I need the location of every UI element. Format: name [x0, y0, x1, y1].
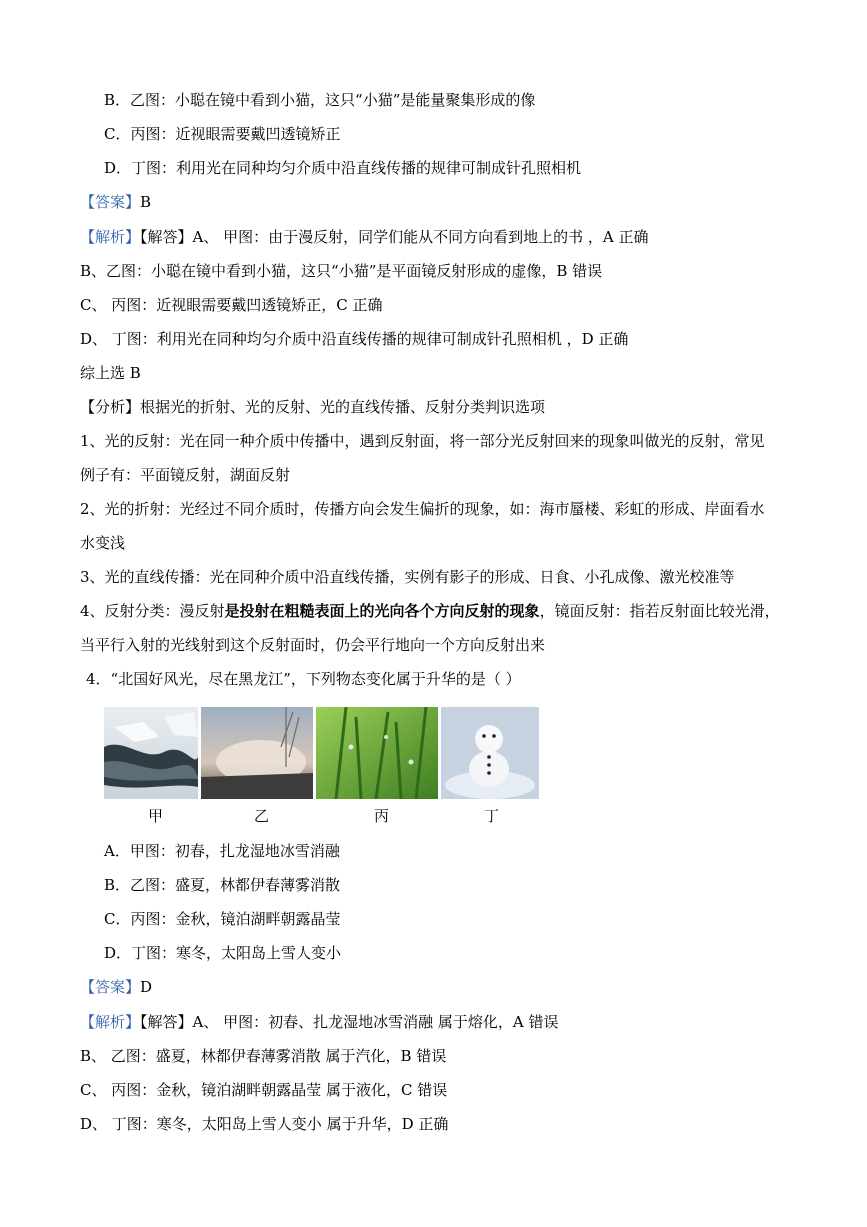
q3-option-d: D．丁图：利用光在同种均匀介质中沿直线传播的规律可制成针孔照相机	[104, 159, 582, 177]
caption-jia: 甲	[148, 807, 164, 825]
q3-point-3: 3、光的直线传播：光在同种介质中沿直线传播，实例有影子的形成、日食、小孔成像、激光校准等	[80, 568, 735, 586]
q3-analysis-b: B、乙图：小聪在镜中看到小猫，这只“小猫”是平面镜反射形成的虚像，B 错误	[80, 262, 603, 280]
photo-bing-dew-grass	[316, 707, 438, 799]
q4-analysis-b: B、 乙图：盛夏，林都伊春薄雾消散 属于汽化，B 错误	[80, 1047, 447, 1065]
q3-option-b: B．乙图：小聪在镜中看到小猫，这只“小猫”是能量聚集形成的像	[104, 91, 536, 109]
caption-ding: 丁	[484, 807, 500, 825]
p4-pre: 4、反射分类：漫反射	[80, 602, 225, 620]
q4-option-b: B．乙图：盛夏，林都伊春薄雾消散	[104, 876, 341, 894]
q3-point-2b: 水变浅	[80, 534, 126, 552]
answer-tag: 【答案】	[80, 978, 141, 996]
answer-tag: 【答案】	[80, 193, 141, 211]
q4-image-row	[104, 707, 539, 799]
caption-bing: 丙	[374, 807, 390, 825]
q3-answer-line	[80, 192, 151, 212]
p4-bold: 是投射在粗糙表面上的光向各个方向反射的现象	[224, 602, 540, 620]
q4-analysis-a-text: 【解答】A、 甲图：初春、扎龙湿地冰雪消融 属于熔化，A 错误	[140, 1013, 559, 1031]
q4-analysis-a	[80, 1012, 559, 1032]
q3-fenxi: 【分析】根据光的折射、光的反射、光的直线传播、反射分类判识选项	[80, 398, 546, 416]
analysis-tag: 【解析】	[80, 1013, 141, 1031]
q3-analysis-d: D、 丁图：利用光在同种均匀介质中沿直线传播的规律可制成针孔照相机 ，D 正确	[80, 330, 629, 348]
q3-analysis-a-text: 【解答】A、 甲图：由于漫反射，同学们能从不同方向看到地上的书 ，A 正确	[140, 228, 649, 246]
q4-option-a: A．甲图：初春，扎龙湿地冰雪消融	[104, 842, 340, 860]
photo-ding-snowman	[441, 707, 539, 799]
q3-answer: B	[140, 193, 152, 211]
p4-post: ，镜面反射：指若反射面比较光滑，	[539, 602, 780, 620]
q4-option-c: C．丙图：金秋，镜泊湖畔朝露晶莹	[104, 910, 341, 928]
photo-jia-ice-melting	[104, 707, 198, 799]
q3-summary: 综上选 B	[80, 364, 141, 382]
q4-answer: D	[140, 978, 153, 996]
photo-yi-mist	[201, 707, 313, 799]
analysis-tag: 【解析】	[80, 228, 141, 246]
q4-option-d: D．丁图：寒冬，太阳岛上雪人变小	[104, 944, 342, 962]
q3-point-4a	[80, 601, 780, 621]
q3-point-1b: 例子有：平面镜反射，湖面反射	[80, 466, 291, 484]
caption-yi: 乙	[254, 807, 270, 825]
q3-point-1a: 1、光的反射：光在同一种介质中传播中，遇到反射面，将一部分光反射回来的现象叫做光的反射，常见	[80, 432, 765, 450]
q3-option-c: C．丙图：近视眼需要戴凹透镜矫正	[104, 125, 341, 143]
q4-answer-line	[80, 977, 152, 997]
q4-analysis-d: D、 丁图：寒冬，太阳岛上雪人变小 属于升华，D 正确	[80, 1115, 449, 1133]
q3-analysis-c: C、 丙图：近视眼需要戴凹透镜矫正，C 正确	[80, 296, 383, 314]
q3-point-2a: 2、光的折射：光经过不同介质时，传播方向会发生偏折的现象，如：海市蜃楼、彩虹的形成、岸面看水	[80, 500, 765, 518]
q3-analysis-a	[80, 227, 649, 247]
q3-point-4b: 当平行入射的光线射到这个反射面时，仍会平行地向一个方向反射出来	[80, 636, 546, 654]
q4-stem: 4．“北国好风光，尽在黑龙江”，下列物态变化属于升华的是（ ）	[86, 670, 521, 688]
q4-analysis-c: C、 丙图：金秋，镜泊湖畔朝露晶莹 属于液化，C 错误	[80, 1081, 448, 1099]
